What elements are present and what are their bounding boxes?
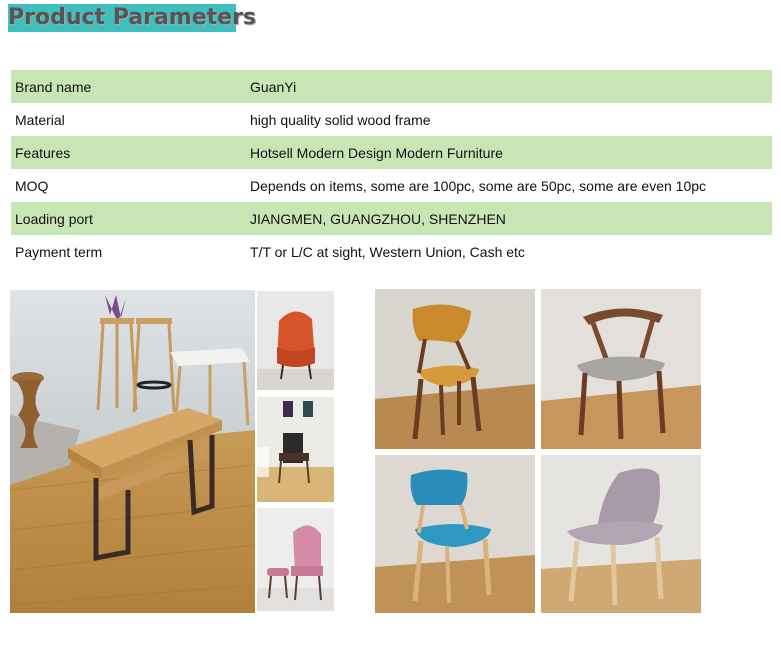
- table-row: [11, 202, 772, 235]
- table-row: [11, 169, 772, 202]
- param-value: T/T or L/C at sight, Western Union, Cash etc: [246, 235, 772, 268]
- page-title: Product Parameters: [8, 5, 257, 30]
- param-value: high quality solid wood frame: [246, 103, 772, 136]
- product-photo-grey-chair: [541, 455, 701, 613]
- product-photo-walnut-armchair: [541, 289, 701, 449]
- product-photo-coffee-table: [10, 290, 255, 613]
- table-row: [11, 136, 772, 169]
- param-key: MOQ: [11, 169, 246, 202]
- product-photo-mustard-chair: [375, 289, 535, 449]
- table-row: [11, 235, 772, 268]
- param-value: Depends on items, some are 100pc, some are 50pc, some are even 10pc: [246, 169, 772, 202]
- product-photo-pink-chair: [257, 508, 334, 611]
- param-value: JIANGMEN, GUANGZHOU, SHENZHEN: [246, 202, 772, 235]
- param-key: Material: [11, 103, 246, 136]
- product-photo-armchair-room: [257, 397, 334, 502]
- table-row: [11, 103, 772, 136]
- param-value: Hotsell Modern Design Modern Furniture: [246, 136, 772, 169]
- param-value: GuanYi: [246, 70, 772, 103]
- product-photo-orange-chair: [257, 291, 334, 390]
- param-key: Loading port: [11, 202, 246, 235]
- param-key: Features: [11, 136, 246, 169]
- product-photo-blue-chair: [375, 455, 535, 613]
- parameters-table: [11, 70, 772, 268]
- param-key: Payment term: [11, 235, 246, 268]
- param-key: Brand name: [11, 70, 246, 103]
- table-row: [11, 70, 772, 103]
